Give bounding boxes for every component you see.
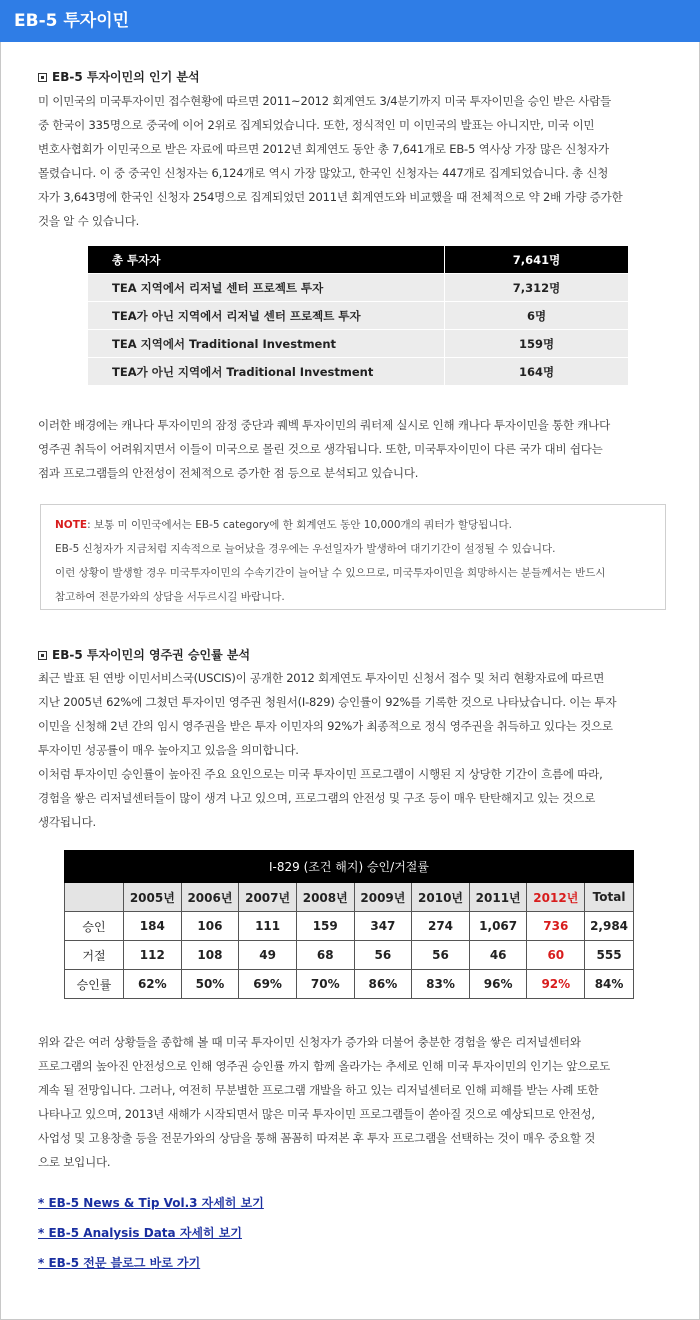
note-line: 참고하여 전문가와의 상담을 서두르시길 바랍니다. — [55, 591, 285, 603]
table-cell: 347 — [354, 912, 412, 941]
table-caption: I-829 (조건 해지) 승인/거절률 — [65, 851, 634, 883]
table-row — [88, 358, 628, 386]
page-title: EB-5 투자이민 — [14, 11, 130, 31]
table-row — [88, 246, 628, 274]
square-bullet-icon — [38, 651, 47, 660]
table-cell: 84% — [585, 970, 634, 999]
table-cell-value: 7,641명 — [445, 246, 628, 274]
table-cell: 92% — [527, 970, 585, 999]
page-header — [0, 0, 700, 42]
table-cell: 86% — [354, 970, 412, 999]
year-header: 2010년 — [412, 883, 470, 912]
row-label: 승인 — [65, 912, 124, 941]
table-cell: 68 — [296, 941, 354, 970]
paragraph-line: 최근 발표 된 연방 이민서비스국(USCIS)이 공개한 2012 회계연도 투자이민 신청서 접수 및 처리 현황자료에 따르면 — [38, 671, 605, 685]
note-tag: NOTE — [55, 519, 88, 531]
table-cell: 49 — [239, 941, 297, 970]
table-cell: 60 — [527, 941, 585, 970]
table-cell-label: TEA 지역에서 Traditional Investment — [88, 330, 445, 358]
note-line: 이런 상황이 발생할 경우 미국투자이민의 수속기간이 늘어날 수 있으므로, 미국투자이민을 희망하시는 분들께서는 반드시 — [55, 567, 606, 579]
table-row — [88, 274, 628, 302]
paragraph-line: 변호사협회가 이민국으로 받은 자료에 따르면 2012년 회계연도 동안 총 7,641개로 EB-5 역사상 가장 많은 신청자가 — [38, 142, 609, 156]
table-cell: 46 — [469, 941, 527, 970]
approval-table — [64, 850, 634, 999]
paragraph-line: 나타나고 있으며, 2013년 새해가 시작되면서 많은 미국 투자이민 프로그램들이 쏟아질 것으로 예상되므로 안전성, — [38, 1107, 595, 1121]
paragraph-line: 으로 보입니다. — [38, 1155, 111, 1169]
table-row — [88, 330, 628, 358]
investor-table — [88, 246, 628, 386]
year-header: 2008년 — [296, 883, 354, 912]
year-header: 2011년 — [469, 883, 527, 912]
paragraph-line: 자가 3,643명에 한국인 신청자 254명으로 집계되었던 2011년 회계연도와 비교했을 때 전체적으로 약 2배 가량 증가한 — [38, 190, 623, 204]
table-cell: 555 — [585, 941, 634, 970]
table-cell-label: TEA가 아닌 지역에서 리저널 센터 프로젝트 투자 — [88, 302, 445, 330]
table-cell: 62% — [124, 970, 182, 999]
table-cell: 274 — [412, 912, 470, 941]
table-cell-label: TEA 지역에서 리저널 센터 프로젝트 투자 — [88, 274, 445, 302]
row-label: 거절 — [65, 941, 124, 970]
paragraph-line: 생각됩니다. — [38, 815, 96, 829]
paragraph-line: 위와 같은 여러 상황들을 종합해 볼 때 미국 투자이민 신청자가 증가와 더불어 충분한 경험을 쌓은 리저널센터와 — [38, 1035, 581, 1049]
paragraph-line: 프로그램의 높아진 안전성으로 인해 영주권 승인률 까지 함께 올라가는 추세로 인해 미국 투자이민의 인기는 앞으로도 — [38, 1059, 611, 1073]
note-line: NOTE: 보통 미 이민국에서는 EB-5 category에 한 회계연도 동안 10,000개의 쿼터가 할당됩니다. — [55, 519, 512, 531]
analysis-data-link[interactable]: * EB-5 Analysis Data 자세히 보기 — [38, 1226, 242, 1240]
approval-paragraph — [38, 666, 678, 834]
paragraph-line: 계속 될 전망입니다. 그러나, 여전히 무분별한 프로그램 개발을 하고 있는 리저널센터로 인해 피해를 받는 사례 또한 — [38, 1083, 599, 1097]
blog-link[interactable]: * EB-5 전문 블로그 바로 가기 — [38, 1256, 201, 1270]
table-row — [88, 302, 628, 330]
table-cell: 111 — [239, 912, 297, 941]
year-header: 2005년 — [124, 883, 182, 912]
paragraph-line: 경험을 쌓은 리저널센터들이 많이 생겨 나고 있으며, 프로그램의 안전성 및 구조 등이 매우 탄탄해지고 있는 것으로 — [38, 791, 596, 805]
table-cell: 96% — [469, 970, 527, 999]
paragraph-line: 중 한국이 335명으로 중국에 이어 2위로 집계되었습니다. 또한, 정식적인 미 이민국의 발표는 아니지만, 미국 이민 — [38, 118, 595, 132]
table-cell: 184 — [124, 912, 182, 941]
year-header: 2006년 — [181, 883, 239, 912]
table-cell-label: TEA가 아닌 지역에서 Traditional Investment — [88, 358, 445, 386]
table-cell-value: 164명 — [445, 358, 628, 386]
conclusion-paragraph — [38, 1030, 678, 1174]
table-cell: 50% — [181, 970, 239, 999]
paragraph-line: 사업성 및 고용창출 등을 전문가와의 상담을 통해 꼼꼼히 따져본 후 투자 프로그램을 선택하는 것이 매우 중요할 것 — [38, 1131, 596, 1145]
paragraph-line: 몰렸습니다. 이 중 중국인 신청자는 6,124개로 역시 가장 많았고, 한국인 신청자는 447개로 집계되었습니다. 총 신청 — [38, 166, 609, 180]
paragraph-line: 투자이민 성공률이 매우 높아지고 있음을 의미합니다. — [38, 743, 299, 757]
table-cell: 56 — [354, 941, 412, 970]
table-cell: 56 — [412, 941, 470, 970]
table-cell: 106 — [181, 912, 239, 941]
table-cell: 112 — [124, 941, 182, 970]
news-tip-link[interactable]: * EB-5 News & Tip Vol.3 자세히 보기 — [38, 1196, 264, 1210]
table-cell: 2,984 — [585, 912, 634, 941]
paragraph-line: 점과 프로그램들의 안전성이 전체적으로 증가한 점 등으로 분석되고 있습니다. — [38, 466, 419, 480]
section-title-approval: EB-5 투자이민의 영주권 승인률 분석 — [38, 646, 250, 664]
popularity-paragraph — [38, 89, 678, 233]
section-title-popularity: EB-5 투자이민의 인기 분석 — [38, 68, 200, 86]
table-caption-row — [65, 851, 634, 883]
table-header-row — [65, 883, 634, 912]
table-row — [65, 941, 634, 970]
table-cell: 108 — [181, 941, 239, 970]
table-row — [65, 912, 634, 941]
table-cell-label: 총 투자자 — [88, 246, 445, 274]
square-bullet-icon — [38, 73, 47, 82]
table-corner-cell — [65, 883, 124, 912]
paragraph-line: 지난 2005년 62%에 그쳤던 투자이민 영주권 청원서(I-829) 승인률이 92%를 기록한 것으로 나타났습니다. 이는 투자 — [38, 695, 617, 709]
table-cell-value: 6명 — [445, 302, 628, 330]
year-header: 2009년 — [354, 883, 412, 912]
year-header: 2012년 — [527, 883, 585, 912]
paragraph-line: 이러한 배경에는 캐나다 투자이민의 잠정 중단과 퀘벡 투자이민의 쿼터제 실시로 인해 캐나다 투자이민을 통한 캐나다 — [38, 418, 611, 432]
paragraph-line: 것을 알 수 있습니다. — [38, 214, 140, 228]
table-cell: 1,067 — [469, 912, 527, 941]
year-header: 2007년 — [239, 883, 297, 912]
table-cell: 159 — [296, 912, 354, 941]
paragraph-line: 이처럼 투자이민 승인률이 높아진 주요 요인으로는 미국 투자이민 프로그램이 시행된 지 상당한 기간이 흐름에 따라, — [38, 767, 603, 781]
year-header: Total — [585, 883, 634, 912]
table-cell: 69% — [239, 970, 297, 999]
row-label: 승인률 — [65, 970, 124, 999]
table-cell-value: 7,312명 — [445, 274, 628, 302]
paragraph-line: 이민을 신청해 2년 간의 임시 영주권을 받은 투자 이민자의 92%가 최종적으로 정식 영주권을 취득하고 있다는 것으로 — [38, 719, 613, 733]
paragraph-line: 미 이민국의 미국투자이민 접수현황에 따르면 2011~2012 회계연도 3/4분기까지 미국 투자이민을 승인 받은 사람들 — [38, 94, 612, 108]
note-box — [40, 504, 666, 610]
background-paragraph — [38, 413, 678, 485]
table-cell-value: 159명 — [445, 330, 628, 358]
table-cell: 70% — [296, 970, 354, 999]
paragraph-line: 영주권 취득이 어려워지면서 이들이 미국으로 몰린 것으로 생각됩니다. 또한, 미국투자이민이 다른 국가 대비 쉽다는 — [38, 442, 603, 456]
table-cell: 83% — [412, 970, 470, 999]
table-row — [65, 970, 634, 999]
table-cell: 736 — [527, 912, 585, 941]
note-line: EB-5 신청자가 지금처럼 지속적으로 늘어났을 경우에는 우선일자가 발생하여 대기기간이 설정될 수 있습니다. — [55, 543, 556, 555]
